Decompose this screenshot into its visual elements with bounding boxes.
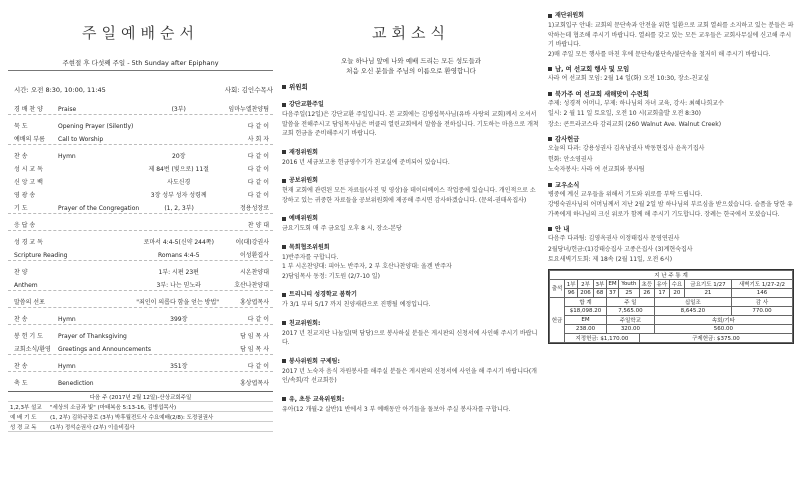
order-item-person: 다 같 이: [247, 179, 269, 186]
bullet-icon: [282, 321, 286, 325]
welcome-line-1: 오늘 하나님 앞에 나와 예배 드리는 모든 성도들과: [340, 57, 482, 65]
order-item-title: 찬 송: [14, 153, 28, 160]
attendance-value: 96: [565, 288, 578, 297]
bullet-icon: [282, 217, 286, 221]
order-row: [8, 160, 273, 173]
worship-order-title: 주일예배순서: [82, 24, 199, 42]
dotted-divider: [8, 324, 273, 325]
order-item-person: 사 회 자: [247, 136, 269, 143]
bullet-icon: [282, 245, 286, 249]
order-item-title: 응 답 송: [14, 222, 36, 229]
offering-value: $18,098.20: [565, 306, 607, 315]
dotted-divider: [8, 260, 273, 261]
offering-head-row: [550, 297, 793, 306]
bullet-icon: [282, 359, 286, 363]
next-week-value: (1, 2부) 김하규장로 (3부) 박후월전도사 수요예배(2/8): 도정권권사: [50, 414, 214, 421]
offering-head: 감 사: [731, 297, 792, 306]
attendance-head: 2부: [578, 279, 594, 288]
news-item-title: 친교위원회:: [289, 319, 321, 327]
order-row: [8, 276, 273, 289]
news-item-body: 2017 년 노숙자 음식 자원봉사를 해주실 분들은 게시판의 신청서에 사인을 해 주시기 바랍니다(개인/속회/각 선교회등): [282, 367, 537, 384]
bullet-icon: [282, 103, 286, 107]
next-week-label: 예 배 기 도: [10, 414, 37, 421]
order-item-title: 성 시 교 독: [14, 166, 43, 173]
order-item-english: Benediction: [58, 380, 94, 387]
order-item-title: 축 도: [14, 380, 28, 387]
bullet-icon: [548, 183, 552, 187]
next-week-value: (1부) 정석순권사 (2부) 이을비집사: [50, 424, 135, 431]
order-item-person: 다 같 이: [247, 166, 269, 173]
order-item-detail: 20장: [172, 153, 186, 160]
dotted-divider: [8, 371, 273, 372]
order-item-title: Anthem: [14, 282, 38, 289]
order-row: [8, 340, 273, 353]
section-line: 병중에 계신 교우들을 위해서 기도와 위로를 부탁 드립니다.: [548, 190, 703, 198]
order-item-detail: 399장: [170, 316, 188, 323]
bullet-icon: [548, 137, 552, 141]
info-column: [548, 0, 794, 486]
order-row: [8, 310, 273, 323]
order-item-english: Call to Worship: [58, 136, 104, 143]
order-row: [8, 147, 273, 160]
order-item-person: 다 같 이: [247, 316, 269, 323]
bullet-icon: [548, 92, 552, 96]
order-item-detail: 1부: 시편 23편: [158, 269, 199, 276]
attendance-head: 금요기도 1/27: [684, 279, 731, 288]
order-item-detail: 사도신경: [167, 179, 191, 186]
offering-value-row-2: [550, 324, 793, 333]
attendance-head-row: [550, 279, 793, 288]
dotted-divider: [8, 354, 273, 355]
order-row: [8, 173, 273, 186]
order-item-title: 영 광 송: [14, 192, 36, 199]
presider: 사회: 김인수목사: [224, 86, 273, 94]
bullet-icon: [282, 85, 286, 89]
order-item-english: Prayer of Thanksgiving: [58, 333, 127, 340]
order-item-person: 담 임 목 사: [240, 346, 269, 353]
offering-label: 헌금: [550, 297, 565, 342]
worship-order-column: [8, 0, 273, 486]
welcome-line-2: 처음 오신 분들을 주님의 이름으로 환영합니다: [346, 67, 476, 75]
order-item-title: 찬 양: [14, 269, 28, 276]
order-item-detail: "죄인이 의롭다 함을 얻는 방법": [136, 299, 219, 306]
news-item-heading: [282, 356, 540, 365]
section-title: 안 내: [555, 226, 570, 233]
order-item-person: 다 같 이: [247, 123, 269, 130]
section-title: 북가주 여 선교회 새해맞이 수련회: [555, 90, 649, 98]
news-item-body: 가 3/1 부터 5/17 까지 친양새관으로 진행될 예정입니다.: [282, 301, 431, 308]
next-week-value: "세상의 소금과 빛" (마태복음 5:13-16, 김병섭목사): [50, 404, 177, 411]
order-row: [8, 263, 273, 276]
order-item-person: 홍상엽목사: [240, 299, 269, 306]
next-week-table: [8, 391, 273, 432]
order-item-title: Scripture Reading: [14, 252, 68, 259]
order-item-english: Hymn: [58, 316, 76, 323]
section-line: 헌화: 안소영권사: [548, 155, 593, 163]
worship-subtitle: 주현절 후 다섯째 주일 - 5th Sunday after Epiphany: [62, 59, 219, 67]
dotted-divider: [8, 230, 273, 231]
order-item-english: Praise: [58, 106, 77, 113]
order-item-person: 시온찬양대: [240, 269, 269, 276]
news-item-heading: [282, 289, 540, 298]
offering-value: 560.00: [654, 324, 792, 333]
order-item-person: 담 임 목 사: [240, 333, 269, 340]
order-row: [8, 216, 273, 229]
section-title: 교우소식: [555, 181, 580, 189]
order-item-person: 이(대)강권사: [235, 239, 269, 246]
news-item-body: 1)반주자를 구합니다. 1 부 시온찬양대: 피아노 반주자, 2 부 호산나찬양대: 올겐 반주자 2)담임목사 동정: 기도원 (2/7-10 일): [282, 253, 452, 280]
section-title: 남, 여 선교회 행사 및 모임: [555, 66, 630, 73]
offering-head: 속회/기타: [654, 315, 792, 324]
news-item-title: 봉사위원회 구제팀:: [289, 357, 340, 365]
offering-head: 주 일: [607, 297, 655, 306]
news-item-heading: [282, 99, 540, 108]
offering-head: 합 계: [565, 297, 607, 306]
order-item-english: Prayer of the Congregation: [58, 205, 140, 212]
attendance-value: 206: [578, 288, 594, 297]
news-item-title: 목회협조위원회: [289, 243, 330, 251]
dotted-divider: [8, 307, 273, 308]
committee-section-heading: 위원회: [282, 82, 540, 91]
order-item-title: 예배의 부름: [14, 136, 45, 143]
order-item-person: 홍상엽목사: [240, 380, 269, 387]
section-line: 2월당녀/헌금:(1)강태승집사 고종은집사 (3)계현숙집사: [548, 245, 693, 253]
section-heading: [548, 134, 794, 143]
order-list: [8, 100, 273, 387]
order-item-english: Greetings and Announcements: [58, 346, 152, 353]
news-item-body: 금요기도회 매 주 금요일 오후 8 시, 장소-본당: [282, 225, 402, 232]
statistics-table: [549, 270, 793, 343]
next-week-label: 1,2,3부 설교: [10, 404, 42, 411]
section-line: 토요새벽기도회: 제 18속 (2월 11일, 오전 6시): [548, 256, 673, 263]
bullet-icon: [548, 67, 552, 71]
section-heading: [548, 89, 794, 98]
order-item-english: Opening Prayer (Silently): [58, 123, 134, 130]
news-item-title: 공보위원회: [289, 177, 318, 184]
order-item-person: 이성환집사: [240, 252, 269, 259]
order-row: [8, 186, 273, 199]
order-item-detail: 3장 성부 성자 성령께: [150, 192, 207, 199]
offering-value: 770.00: [731, 306, 792, 315]
order-item-title: 말씀의 선포: [14, 299, 45, 306]
attendance-value: 25: [618, 288, 639, 297]
special-offering-row: [550, 333, 793, 342]
next-week-row: [8, 402, 273, 412]
order-item-title: 찬 송: [14, 316, 28, 323]
statistics-box: [548, 269, 794, 344]
order-item-detail: (3부): [171, 106, 186, 113]
section-line: 오늘의 다과: 강용성권사 김옥남권사 박동현집사 윤옥기집사: [548, 145, 705, 152]
order-item-person: 찬 양 대: [247, 222, 269, 229]
order-item-person: 다 같 이: [247, 192, 269, 199]
order-row: [8, 130, 273, 143]
offering-value: 8,645.20: [654, 306, 731, 315]
bullet-icon: [548, 227, 552, 231]
attendance-head: EM: [608, 280, 617, 287]
section-heading: [548, 64, 794, 73]
news-item-body: 유아(12 개월-2 살반)1 반에서 3 부 예배동안 아기들을 돌보아 주실 봉사자를 구합니다.: [282, 405, 511, 413]
attendance-value: 37: [607, 288, 619, 297]
news-item-title: 예배위원회: [289, 215, 318, 222]
news-title: 교회소식: [372, 24, 450, 42]
order-item-title: 경 배 찬 양: [14, 106, 43, 113]
next-week-label: 성 경 교 독: [10, 424, 37, 431]
bullet-icon: [548, 14, 552, 18]
order-row: [8, 374, 273, 387]
order-item-title: 찬 송: [14, 363, 28, 370]
order-item-english: Hymn: [58, 363, 76, 370]
order-item-title: 묵 도: [14, 123, 28, 130]
bullet-icon: [282, 397, 286, 401]
section-title: 감사헌금: [555, 136, 580, 143]
section-line: 다음주 다과팀: 김영옥권사 이정태집사 문영연권사: [548, 235, 680, 242]
order-item-english: Hymn: [58, 153, 76, 160]
order-item-person: 다 같 이: [247, 153, 269, 160]
attendance-value-row: [550, 288, 793, 297]
order-row: [8, 117, 273, 130]
offering-value: 7,565.00: [607, 306, 655, 315]
designated-offering: 지정헌금: $1,170.00: [565, 333, 640, 342]
offering-head: 주일학교: [607, 315, 655, 324]
order-item-title: 성 경 교 독: [14, 239, 43, 246]
order-item-person: 임마누엘찬양팀: [228, 106, 269, 113]
news-item-body: 현재 교회에 관련된 모든 자료들(사진 및 영상)을 데이터베이스 작업중에 있습니다. 개인적으로 소장하고 있는 귀중한 자료들을 공보위원회에 제공해 주시면 감사하겠습니다. (문의-권태옥집사): [282, 187, 536, 204]
section-line: 강병숙권사님의 어머님께서 지난 2월 2일 밤 하나님의 부르심을 받으셨습니다. 슬픔을 당한 유가족에게 하나님의 크신 위로가 함께 해 주시기 기도합니다. 장례는 한국에서 모셨습니다.: [548, 201, 793, 218]
order-row: [8, 100, 273, 113]
next-week-row: [8, 422, 273, 432]
order-item-title: 봉 헌 기 도: [14, 333, 43, 340]
offering-head-row-2: [550, 315, 793, 324]
news-item-heading: [282, 318, 540, 327]
dotted-divider: [8, 290, 273, 291]
relief-offering: 구제헌금: $375.00: [639, 333, 792, 342]
next-week-row: [8, 412, 273, 422]
news-item-title: 트리니티 성경학교 봄학기: [289, 291, 357, 298]
attendance-label: 출석: [550, 279, 565, 297]
bullet-icon: [282, 179, 286, 183]
section-line: 노숙자봉사: 사라 여 선교회와 봉사팀: [548, 166, 645, 173]
news-item-heading: [282, 394, 540, 403]
news-column: [282, 0, 540, 486]
service-time-row: [14, 85, 273, 94]
order-row: [8, 357, 273, 370]
attendance-value: 146: [731, 288, 792, 297]
attendance-value: 20: [669, 288, 684, 297]
attendance-value: 68: [593, 288, 606, 297]
order-item-person: 호산나찬양대: [234, 282, 269, 289]
stats-title: 지 난 주 통 계: [550, 270, 793, 279]
attendance-head: 유아: [654, 279, 669, 288]
order-item-title: 신 앙 고 백: [14, 179, 43, 186]
news-item-heading: [282, 242, 540, 251]
news-item-title: 재정위원회: [289, 148, 318, 156]
attendance-value: 26: [639, 288, 654, 297]
order-item-detail: 제 84번 (빛으로) 11절: [148, 166, 209, 173]
order-item-detail: (1, 2, 3부): [164, 205, 194, 212]
section-heading: [548, 224, 794, 233]
news-item-heading: [282, 175, 540, 184]
order-row: [8, 293, 273, 306]
news-item-title: 유, 초등 교육위원회:: [289, 395, 345, 403]
order-row: [8, 233, 273, 246]
dotted-divider: [8, 213, 273, 214]
attendance-head: 3부: [593, 279, 606, 288]
offering-value: 320.00: [607, 324, 655, 333]
order-row: [8, 327, 273, 340]
attendance-value: 17: [654, 288, 669, 297]
offering-head: 십일조: [654, 297, 731, 306]
attendance-head: 수요: [669, 279, 684, 288]
attendance-head: 1부: [565, 279, 578, 288]
order-item-person: 다 같 이: [247, 363, 269, 370]
order-row: [8, 199, 273, 212]
dotted-divider: [8, 114, 273, 115]
order-item-detail: 351장: [170, 363, 188, 370]
order-item-detail: Romans 4:4-5: [157, 252, 200, 259]
news-item-body: 2016 년 세금보고용 헌금영수기가 친교실에 준비되어 있습니다.: [282, 158, 450, 166]
next-week-heading: 다음 주 (2017년 2월 12일)-산상교회주일: [8, 392, 273, 402]
news-item-body: 2017 년 친교지단 나눔일(떡 담당)으로 봉사하실 분들은 게시판의 신청서에 사인해 주시기 바랍니다.: [282, 329, 538, 346]
welcome-message: [282, 56, 540, 76]
order-row: [8, 246, 273, 259]
order-item-title: 교회소식/환영: [14, 346, 51, 353]
attendance-head: 초등: [639, 279, 654, 288]
attendance-head: Youth: [618, 279, 639, 288]
news-item-title: 강단교환주일: [289, 101, 324, 108]
offering-value-row: [550, 306, 793, 315]
news-item-body: 다음주일(12일)은 강단교환 주일입니다. 본 교회에는 김병섭목사님(유바 사랑의 교회)께서 오셔서 말씀을 전해주시고 담임목사님은 버클리 열린교회에서 말씀을 전하십니다. 기도하는 마음으로 개척교회 헌금을 준비해주시기 바랍니다.: [282, 111, 539, 137]
order-item-detail: 3부: 나는 믿노라: [156, 282, 201, 289]
bullet-icon: [282, 150, 286, 154]
stats-title-row: [550, 270, 793, 279]
section-line: 사라 여 선교회 모임: 2월 14 일(화) 오전 10:30, 장소-친교실: [548, 75, 710, 82]
attendance-value: 21: [684, 288, 731, 297]
bullet-icon: [282, 293, 286, 297]
news-item-heading: [282, 147, 540, 156]
news-item-heading: [282, 213, 540, 222]
foundation-committee-body: 1)교회입구 안내: 교회의 문단속과 안전을 위한 일환으로 교회 열쇠를 소지하고 있는 분들은 파악하는데 협조해 주시기 바랍니다. 열쇠를 갖고 있는 모든 교우들은 교회사무실에 신고해 주시기 바랍니다. 2)매 주일 모든 행사를 마친 후에 문단속/불단속/불단속을 철저히 해 주시기 바랍니다.: [548, 22, 794, 58]
section-line: 주제: 성경적 어머니, 부제: 하나님의 자녀 교육, 강사: 최혜나희교수: [548, 99, 724, 107]
foundation-committee-heading: 재단위원회: [548, 10, 794, 19]
attendance-head: 새벽기도 1/27-2/2: [731, 279, 792, 288]
order-item-title: 기 도: [14, 205, 28, 212]
offering-value: 238.00: [565, 324, 607, 333]
section-line: 장소: 콘트라코스타 감리교회 (260 Walnut Ave. Walnut Creek): [548, 120, 722, 128]
divider: [8, 70, 273, 71]
section-heading: [548, 180, 794, 189]
service-times: 시간: 오전 8:30, 10:00, 11:45: [14, 86, 106, 94]
order-item-detail: 로마서 4:4-5(신약 244쪽): [143, 239, 214, 246]
offering-head: EM: [565, 315, 607, 324]
dotted-divider: [8, 144, 273, 145]
section-line: 일시: 2 월 11 일 토요일, 오전 10 시(교회출발 오전 8:30): [548, 110, 701, 117]
order-item-person: 정용성장로: [240, 205, 269, 212]
